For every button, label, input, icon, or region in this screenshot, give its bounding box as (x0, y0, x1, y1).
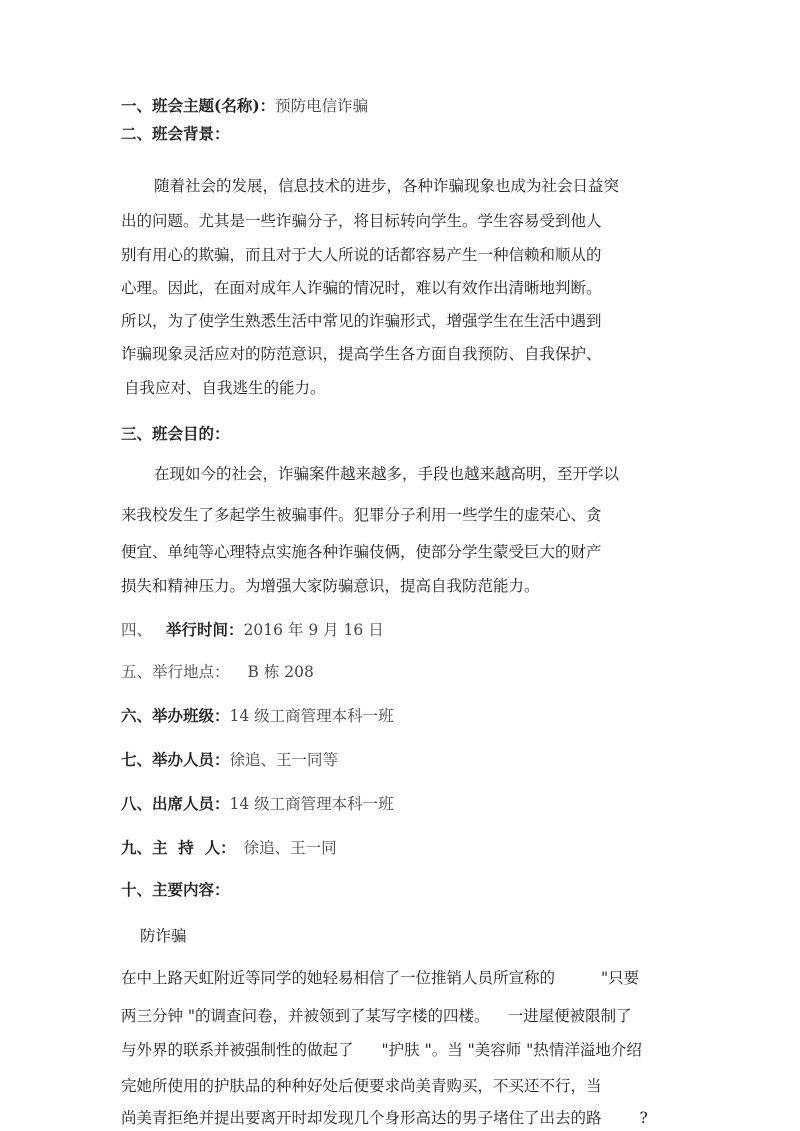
heading-class-label: 六、举办班级： (121, 706, 230, 725)
background-line-6: 诈骗现象灵活应对的防范意识，提高学生各方面自我预防、自我保护、 (121, 345, 602, 363)
heading-time-prefix: 四、 (121, 621, 153, 639)
heading-location (121, 662, 314, 682)
content-line-1-a: 在中上路天虹附近等同学的她轻易相信了一位推销人员所宣称的 (121, 969, 556, 987)
content-line-2-b: 一进屋便被限制了 (507, 1007, 632, 1025)
purpose-line-4: 损失和精神压力。为增强大家防骗意识，提高自我防范能力。 (121, 577, 540, 595)
content-title: 防诈骗 (140, 927, 187, 945)
purpose-line-2: 来我校发生了多起学生被骗事件。犯罪分子利用一些学生的虚荣心、贪 (121, 506, 602, 524)
background-line-2: 出的问题。尤其是一些诈骗分子，将目标转向学生。学生容易受到他人 (121, 212, 602, 230)
content-line-5-a: 尚美青拒绝并提出要离开时却发现几个身形高达的男子堵住了出去的路 (121, 1109, 602, 1127)
purpose-line-3: 便宜、单纯等心理特点实施各种诈骗伎俩，使部分学生蒙受巨大的财产 (121, 543, 602, 561)
content-line-2-a: 两三分钟 "的调查问卷，并被领到了某写字楼的四楼。 (121, 1007, 490, 1025)
content-line-5-b: ? (639, 1109, 648, 1127)
content-line-1-b: "只要 (601, 969, 640, 987)
heading-location-label: 五、举行地点： (121, 663, 230, 681)
heading-attendees (121, 794, 394, 814)
content-line-2 (121, 1006, 632, 1026)
heading-attendees-label: 八、出席人员： (121, 794, 230, 813)
content-line-4 (121, 1076, 602, 1096)
heading-attendees-value: 14 级工商管理本科一班 (229, 795, 394, 813)
heading-theme (121, 96, 368, 116)
content-line-3-b: "护肤 "。当 "美容师 "热情洋溢地介绍 (381, 1041, 642, 1059)
heading-organizers (121, 750, 338, 770)
background-line-1: 随着社会的发展，信息技术的进步，各种诈骗现象也成为社会日益突 (154, 177, 620, 195)
heading-host-label: 九、主 持 人： (121, 838, 236, 857)
heading-theme-label: 一、班会主题(名称)： (121, 96, 276, 115)
background-line-4: 心理。因此，在面对成年人诈骗的情况时，难以有效作出清晰地判断。 (121, 279, 602, 297)
heading-time-value: 2016 年 9 月 16 日 (243, 621, 384, 639)
heading-time (121, 620, 384, 640)
heading-organizers-value: 徐追、王一同等 (229, 751, 339, 769)
heading-theme-value: 预防电信诈骗 (275, 97, 369, 115)
heading-time-label: 举行时间： (166, 620, 244, 639)
content-line-3 (121, 1040, 642, 1060)
background-line-3: 别有用心的欺骗，而且对于大人所说的话都容易产生一种信赖和顺从的 (121, 246, 602, 264)
heading-content: 十、主要内容： (121, 880, 230, 899)
background-line-5: 所以，为了使学生熟悉生活中常见的诈骗形式，增强学生在生活中遇到 (121, 312, 602, 330)
content-line-1 (121, 968, 639, 988)
purpose-line-1: 在现如今的社会，诈骗案件越来越多，手段也越来越高明，至开学以 (154, 465, 620, 483)
heading-organizers-label: 七、举办人员： (121, 750, 230, 769)
heading-purpose: 三、班会目的： (121, 424, 230, 443)
heading-host (121, 838, 337, 858)
background-line-7: 自我应对、自我逃生的能力。 (124, 379, 326, 397)
heading-class-value: 14 级工商管理本科一班 (229, 707, 394, 725)
content-line-5 (121, 1108, 648, 1128)
heading-location-value: B 栋 208 (247, 663, 314, 681)
heading-class (121, 706, 394, 726)
heading-background: 二、班会背景： (121, 124, 230, 143)
heading-host-value: 徐追、王一同 (243, 839, 337, 857)
content-line-3-a: 与外界的联系并被强制性的做起了 (121, 1041, 354, 1059)
content-line-4-a: 完她所使用的护肤品的种种好处后便要求尚美青购买，不买还不行，当 (121, 1077, 602, 1095)
